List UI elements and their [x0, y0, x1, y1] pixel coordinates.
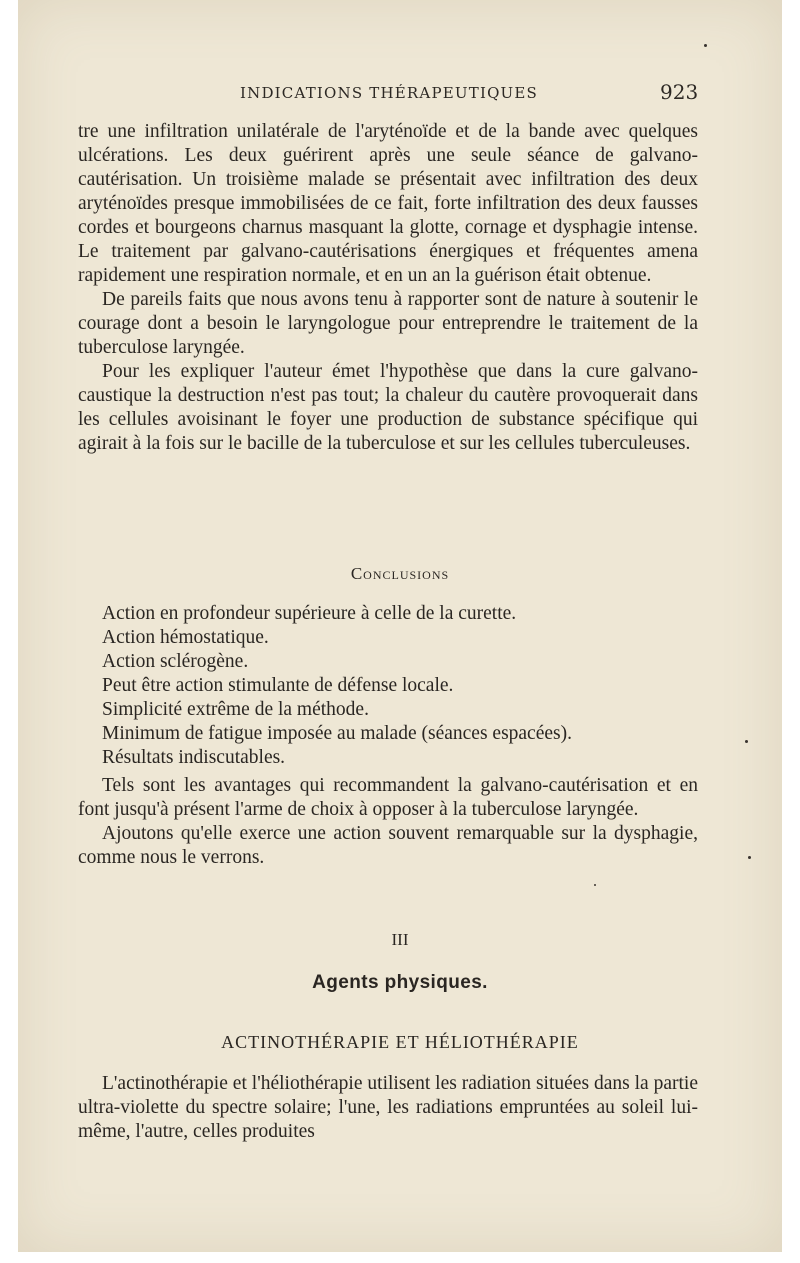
- part-number: III: [391, 930, 409, 949]
- paragraph: Tels sont les avantages qui recommandent la galvano-cautérisation et en font jusqu'à présent l'arme de choix à opposer à la tuberculose laryngée.: [78, 775, 698, 820]
- section-text: [78, 1072, 698, 1144]
- page-number: 923: [660, 80, 699, 104]
- paper-speck: [594, 884, 596, 886]
- conclusion-item: Minimum de fatigue imposée au malade (séances espacées).: [102, 723, 572, 744]
- running-title: INDICATIONS THÉRAPEUTIQUES: [240, 84, 539, 102]
- conclusion-item: Peut être action stimulante de défense locale.: [102, 675, 454, 696]
- paragraph: L'actinothérapie et l'héliothérapie utilisent les radiation situées dans la partie ultra-violette du spectre solaire; l'une, les radiations empruntées au soleil lui-même, l'autre, celles produites: [78, 1073, 698, 1142]
- conclusion-item: Résultats indiscutables.: [102, 747, 286, 768]
- part-title: Agents physiques.: [312, 972, 488, 993]
- running-head: [18, 80, 782, 106]
- conclusions-text: [78, 774, 698, 870]
- paper-speck: [704, 44, 707, 47]
- body-text: [78, 120, 698, 456]
- paragraph: Pour les expliquer l'auteur émet l'hypothèse que dans la cure galvano-caustique la destruction n'est pas tout; la chaleur du cautère provoquerait dans les cellules avoisinant le foyer une production de substance spécifique qui agirait à la fois sur le bacille de la tuberculose et sur les cellules tuberculeuses.: [78, 361, 698, 454]
- paper-speck: [745, 740, 748, 743]
- section-title: ACTINOTHÉRAPIE ET HÉLIOTHÉRAPIE: [221, 1032, 579, 1052]
- paragraph-continued: tre une infiltration unilatérale de l'aryténoïde et de la bande avec quelques ulcérations. Les deux guérirent après une seule séance de galvano-cautérisation. Un troisième malade se présentait avec infiltration des deux aryténoïdes presque immobilisées de ce fait, forte infiltration des deux fausses cordes et bourgeons charnus masquant la glotte, cornage et dysphagie intense. Le traitement par galvano-cautérisations énergiques et fréquentes amena rapidement une respiration normale, et en un an la guérison était obtenue.: [78, 121, 698, 286]
- conclusion-item: Action en profondeur supérieure à celle de la curette.: [102, 603, 517, 624]
- book-page: [18, 0, 782, 1252]
- paper-speck: [748, 856, 751, 859]
- conclusion-item: Action hémostatique.: [102, 627, 269, 648]
- conclusions-list: [102, 602, 702, 770]
- conclusions-heading: Conclusions: [350, 564, 450, 583]
- paragraph: Ajoutons qu'elle exerce une action souvent remarquable sur la dysphagie, comme nous le verrons.: [78, 823, 698, 868]
- conclusion-item: Simplicité extrême de la méthode.: [102, 699, 369, 720]
- paragraph: De pareils faits que nous avons tenu à rapporter sont de nature à soutenir le courage dont a besoin le laryngologue pour entreprendre le traitement de la tuberculose laryngée.: [78, 289, 698, 358]
- conclusion-item: Action sclérogène.: [102, 651, 249, 672]
